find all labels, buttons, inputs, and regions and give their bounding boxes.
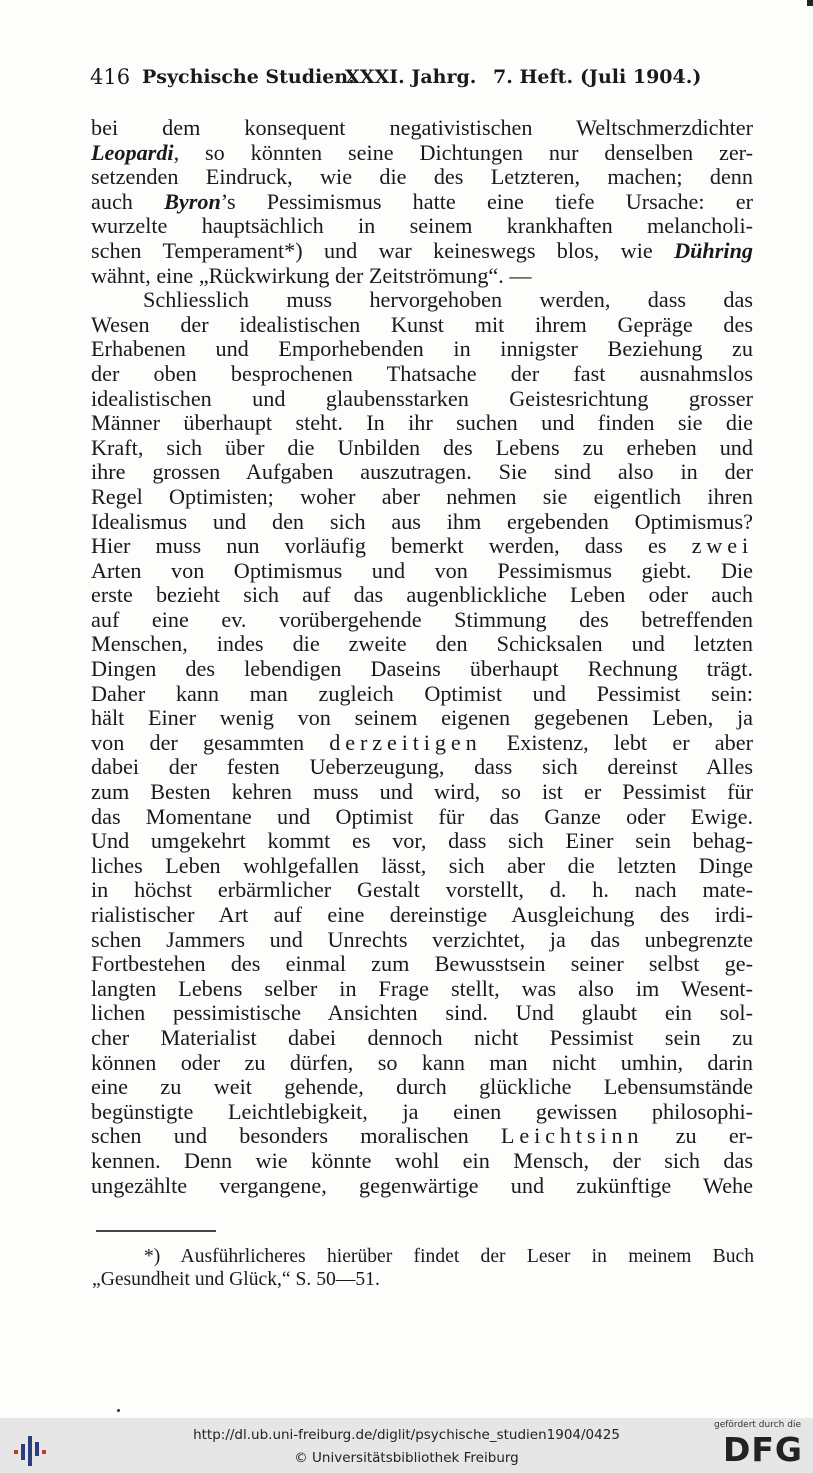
text-line bbox=[91, 731, 753, 756]
text-line bbox=[91, 362, 753, 387]
footnote-line: „Gesundheit und Glück,“ S. 50—51. bbox=[92, 1269, 380, 1290]
text-line bbox=[91, 632, 753, 657]
text-run: hält Einer wenig von seinem eigenen gegebenen Leben, ja bbox=[91, 705, 753, 731]
issue-date: (Juli 1904.) bbox=[580, 66, 702, 88]
copyright-notice: © Universitätsbibliothek Freiburg bbox=[294, 1450, 519, 1466]
text-line bbox=[91, 190, 753, 215]
journal-title: Psychische Studien. bbox=[142, 66, 355, 88]
text-run: Idealismus und den sich aus ihm ergebenden Optimismus? bbox=[91, 508, 753, 534]
text-line bbox=[91, 878, 753, 903]
text-line bbox=[91, 559, 753, 584]
text-run: von der gesammten bbox=[91, 729, 330, 755]
text-run: können oder zu dürfen, so kann man nicht umhin, darin bbox=[91, 1049, 753, 1075]
italic-name: Leopardi bbox=[91, 139, 174, 165]
text-line bbox=[91, 829, 753, 854]
footnote-line: *) Ausführlicheres hierüber findet der Leser in meinem Buch bbox=[144, 1246, 754, 1267]
text-run: ihre grossen Aufgaben auszutragen. Sie sind also in der bbox=[91, 459, 753, 485]
text-run: der oben besprochenen Thatsache der fast ausnahmslos bbox=[91, 360, 753, 386]
issue-number: 7. Heft. bbox=[493, 66, 574, 88]
permalink-url[interactable]: http://dl.ub.uni-freiburg.de/diglit/psychische_studien1904/0425 bbox=[193, 1427, 620, 1443]
text-run: schen Jammers und Unrechts verzichtet, ja das unbegrenzte bbox=[91, 926, 753, 952]
text-run: idealistischen und glaubensstarken Geistesrichtung grosser bbox=[91, 385, 753, 411]
text-line bbox=[91, 436, 753, 461]
dfg-logo[interactable]: DFG bbox=[722, 1430, 803, 1469]
text-run: bei dem konsequent negativistischen Weltschmerzdichter bbox=[91, 115, 753, 140]
text-run: wurzelte hauptsächlich in seinem krankhaften melancholi- bbox=[91, 213, 753, 239]
text-line bbox=[91, 608, 753, 633]
text-line bbox=[91, 583, 753, 608]
text-run: auf eine ev. vorübergehende Stimmung des betreffenden bbox=[91, 606, 753, 632]
scan-corner-mark bbox=[807, 0, 813, 6]
text-run: Kraft, sich über die Unbilden des Lebens zu erheben und bbox=[91, 434, 753, 460]
text-line bbox=[91, 1124, 753, 1149]
text-run: eine zu weit gehende, durch glückliche Lebensumstände bbox=[91, 1074, 753, 1100]
text-line bbox=[91, 755, 753, 780]
text-line bbox=[91, 1075, 753, 1100]
text-line bbox=[91, 1100, 753, 1125]
footnote bbox=[92, 1245, 754, 1291]
text-line bbox=[91, 485, 753, 510]
text-run: das Momentane und Optimist für das Ganze oder Ewige. bbox=[91, 803, 753, 829]
page-number: 416 bbox=[90, 65, 131, 89]
text-run: auch bbox=[91, 188, 165, 214]
text-run: kennen. Denn wie könnte wohl ein Mensch, der sich das bbox=[91, 1147, 753, 1173]
text-run: cher Materialist dabei dennoch nicht Pessimist sein zu bbox=[91, 1024, 753, 1050]
text-run: Und umgekehrt kommt es vor, dass sich Einer sein behag- bbox=[91, 828, 753, 854]
text-run: wähnt, eine „Rückwirkung der Zeitströmung“. — bbox=[91, 262, 532, 288]
text-line bbox=[91, 411, 753, 436]
viewer-footer bbox=[0, 1418, 813, 1473]
spaced-emphasis: Leichtsinn bbox=[500, 1123, 644, 1149]
body-text bbox=[91, 116, 753, 1198]
funder-note: gefördert durch die bbox=[714, 1420, 801, 1430]
text-run: Männer überhaupt steht. In ihr suchen und finden sie die bbox=[91, 410, 753, 436]
text-line bbox=[91, 928, 753, 953]
text-line bbox=[91, 1001, 753, 1026]
text-run: Hier muss nun vorläufig bemerkt werden, dass es bbox=[91, 533, 692, 559]
text-run: schen und besonders moralischen bbox=[91, 1123, 501, 1149]
running-header bbox=[90, 66, 755, 94]
text-line bbox=[91, 141, 753, 166]
text-run: erste bezieht sich auf das augenblickliche Leben oder auch bbox=[91, 582, 753, 608]
italic-name: Byron bbox=[164, 188, 221, 214]
spaced-emphasis: derzeitigen bbox=[329, 729, 482, 755]
text-run: schen Temperament*) und war keineswegs blos, wie bbox=[91, 237, 675, 263]
text-run: langten Lebens selber in Frage stellt, was also im Wesent- bbox=[91, 975, 753, 1001]
text-line bbox=[91, 706, 753, 731]
volume-year: XXXI. Jahrg. bbox=[345, 66, 477, 88]
italic-name: Dühring bbox=[674, 237, 753, 263]
spaced-emphasis: zwei bbox=[691, 533, 753, 559]
text-line bbox=[91, 657, 753, 682]
text-run: Fortbestehen des einmal zum Bewusstsein seiner selbst ge- bbox=[91, 951, 753, 977]
text-run: zu er- bbox=[643, 1123, 753, 1149]
text-run: lichen pessimistische Ansichten sind. Und glaubt ein sol- bbox=[91, 1000, 753, 1026]
text-line bbox=[91, 165, 753, 190]
text-line bbox=[91, 288, 753, 313]
text-line bbox=[91, 1149, 753, 1174]
text-run: ’s Pessimismus hatte eine tiefe Ursache: er bbox=[220, 188, 753, 214]
text-run: zum Besten kehren muss und wird, so ist er Pessimist für bbox=[91, 779, 753, 805]
text-run: Schliesslich muss hervorgehoben werden, dass das bbox=[143, 287, 753, 313]
text-line bbox=[91, 1174, 753, 1199]
text-line bbox=[91, 214, 753, 239]
text-line bbox=[91, 1026, 753, 1051]
footnote-rule bbox=[96, 1230, 216, 1232]
text-line bbox=[91, 387, 753, 412]
text-run: Regel Optimisten; woher aber nehmen sie eigentlich ihren bbox=[91, 483, 753, 509]
text-line bbox=[91, 510, 753, 535]
text-line bbox=[91, 805, 753, 830]
text-run: dabei der festen Ueberzeugung, dass sich dereinst Alles bbox=[91, 754, 753, 780]
text-run: setzenden Eindruck, wie die des Letzteren, machen; denn bbox=[91, 164, 753, 190]
text-run: Arten von Optimismus und von Pessimismus giebt. Die bbox=[91, 557, 753, 583]
text-run: rialistischer Art auf eine dereinstige Ausgleichung des irdi- bbox=[91, 902, 753, 927]
text-line bbox=[91, 239, 753, 264]
text-line bbox=[91, 977, 753, 1002]
text-line bbox=[91, 534, 753, 559]
text-run: begünstigte Leichtlebigkeit, ja einen gewissen philosophi- bbox=[91, 1098, 753, 1124]
text-run: Wesen der idealistischen Kunst mit ihrem Gepräge des bbox=[91, 311, 753, 337]
text-line bbox=[91, 116, 753, 141]
text-line bbox=[91, 460, 753, 485]
text-run: Menschen, indes die zweite den Schicksalen und letzten bbox=[91, 631, 753, 657]
text-run: Existenz, lebt er aber bbox=[481, 729, 753, 755]
text-run: Dingen des lebendigen Daseins überhaupt Rechnung trägt. bbox=[91, 656, 753, 682]
text-run: ungezählte vergangene, gegenwärtige und zukünftige Wehe bbox=[91, 1172, 753, 1198]
text-line bbox=[91, 264, 753, 289]
text-run: Daher kann man zugleich Optimist und Pessimist sein: bbox=[91, 680, 753, 706]
scan-speck bbox=[117, 1409, 120, 1412]
text-line bbox=[91, 313, 753, 338]
text-run: , so könnten seine Dichtungen nur denselben zer- bbox=[173, 139, 753, 165]
text-run: liches Leben wohlgefallen lässt, sich aber die letzten Dinge bbox=[91, 852, 753, 878]
text-run: Erhabenen und Emporhebenden in innigster Beziehung zu bbox=[91, 336, 753, 362]
text-line bbox=[91, 682, 753, 707]
text-line bbox=[91, 854, 753, 879]
text-line bbox=[91, 337, 753, 362]
text-line bbox=[91, 952, 753, 977]
text-line bbox=[91, 780, 753, 805]
text-run: in höchst erbärmlicher Gestalt vorstellt, d. h. nach mate- bbox=[91, 877, 753, 903]
text-line bbox=[91, 903, 753, 928]
text-line bbox=[91, 1051, 753, 1076]
